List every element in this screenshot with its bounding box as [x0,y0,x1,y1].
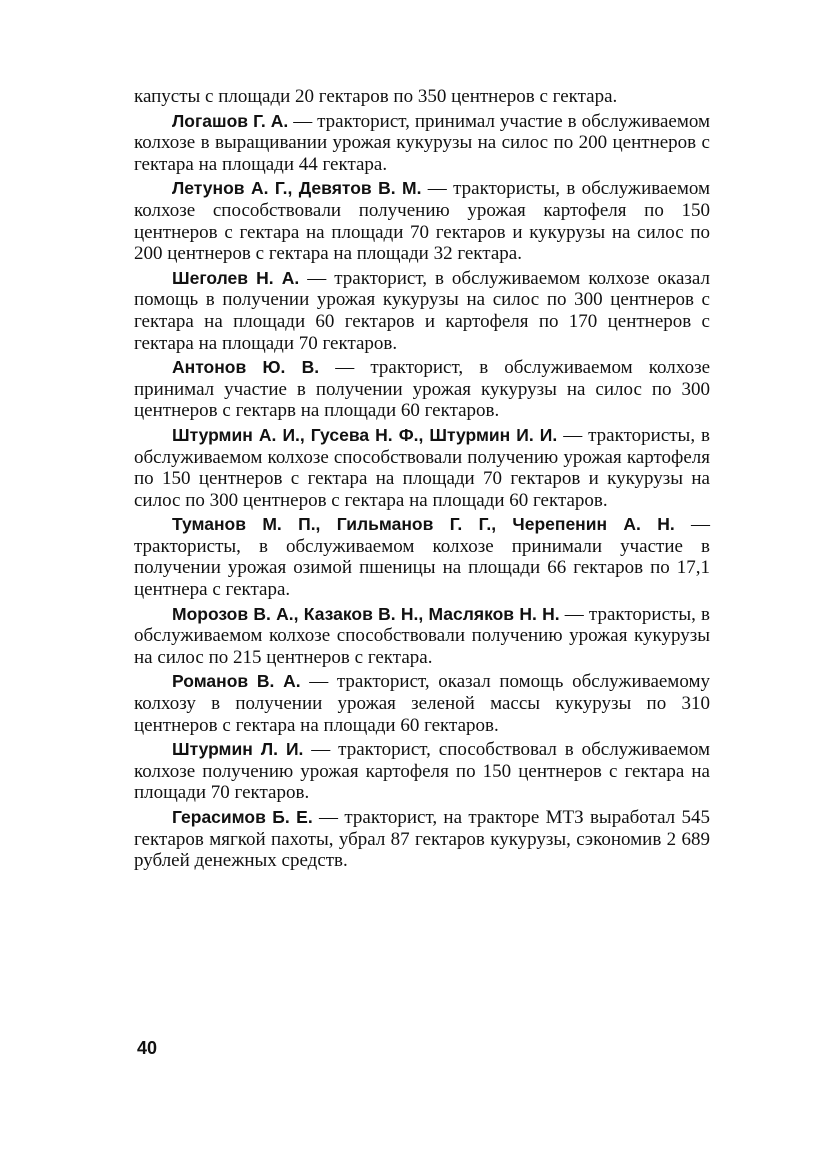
paragraph [134,739,710,804]
person-names: Герасимов Б. Е. [172,807,313,827]
paragraph-text: — тракторист, оказал помощь обслуживаемому колхозу в получении урожая зеленой массы кукурузы по 310 центнеров с гектара на площади 60 гектаров. [134,671,710,736]
paragraph [134,357,710,422]
paragraph-text: — трактористы, в обслуживаемом колхозе принимали участие в получении урожая озимой пшеницы на площади 66 гектаров по 17,1 центнера с гектара. [134,514,710,601]
person-names: Штурмин А. И., Гусева Н. Ф., Штурмин И. И. [172,424,558,445]
person-names: Антонов Ю. В. [172,357,320,378]
person-names: Летунов А. Г., Девятов В. М. [172,178,422,199]
paragraph [134,425,710,511]
paragraph [134,514,710,600]
person-names: Туманов М. П., Гильманов Г. Г., Черепенин А. Н. [172,514,675,535]
paragraph-text: — тракторист, в обслуживаемом колхозе принимал участие в получении урожая кукурузы на силос по 300 центнеров с гектарв на площади 60 гектаров. [134,357,711,422]
paragraph-text: — тракторист, на тракторе МТЗ выработал 545 гектаров мягкой пахоты, убрал 87 гектаров кукурузы, сэкономив 2 689 рублей денежных средств. [134,807,710,872]
paragraph-text: — трактористы, в обслуживаемом колхозе способствовали получению урожая картофеля по 150 центнеров с гектара на площади 70 гектаров и кукурузы на силос по 200 центнеров с гектара на площади 32 гектара. [134,178,711,265]
paragraph [134,807,710,872]
page-number: 40 [137,1038,158,1058]
page-body [134,86,710,875]
paragraph [134,604,710,669]
paragraph [134,671,710,736]
paragraph-text: — трактористы, в обслуживаемом колхозе способствовали получению урожая кукурузы на силос по 215 центнеров с гектара. [134,603,710,668]
paragraph-text: капусты с площади 20 гектаров по 350 центнеров с гектара. [134,86,618,107]
paragraph-text: — тракторист, способствовал в обслуживаемом колхозе получению урожая картофеля по 150 центнеров с гектара на площади 70 гектаров. [134,739,710,804]
paragraph [134,111,710,176]
paragraph [134,178,710,264]
person-names: Морозов В. А., Казаков В. Н., Масляков Н. Н. [172,603,560,624]
paragraph-text: — трактористы, в обслуживаемом колхозе способствовали получению урожая картофеля по 150 центнеров с гектара на площади 70 гектаров и кукурузы на силос по 300 центнеров с гектара на площади 60 гектаров. [134,424,710,511]
person-names: Шеголев Н. А. [172,267,300,288]
person-names: Штурмин Л. И. [172,739,304,760]
person-names: Логашов Г. А. [172,110,289,131]
paragraph [134,268,710,354]
paragraph-text: — тракторист, принимал участие в обслуживаемом колхозе в выращивании урожая кукурузы на силос по 200 центнеров с гектара на площади 44 гектара. [134,110,711,175]
person-names: Романов В. А. [172,671,301,692]
paragraph-text: — тракторист, в обслуживаемом колхозе оказал помощь в получении урожая кукурузы на силос по 300 центнеров с гектара на площади 60 гектаров и картофеля по 170 центнеров с гектара на площади 70 гектаров. [134,267,710,354]
paragraph [134,86,710,108]
